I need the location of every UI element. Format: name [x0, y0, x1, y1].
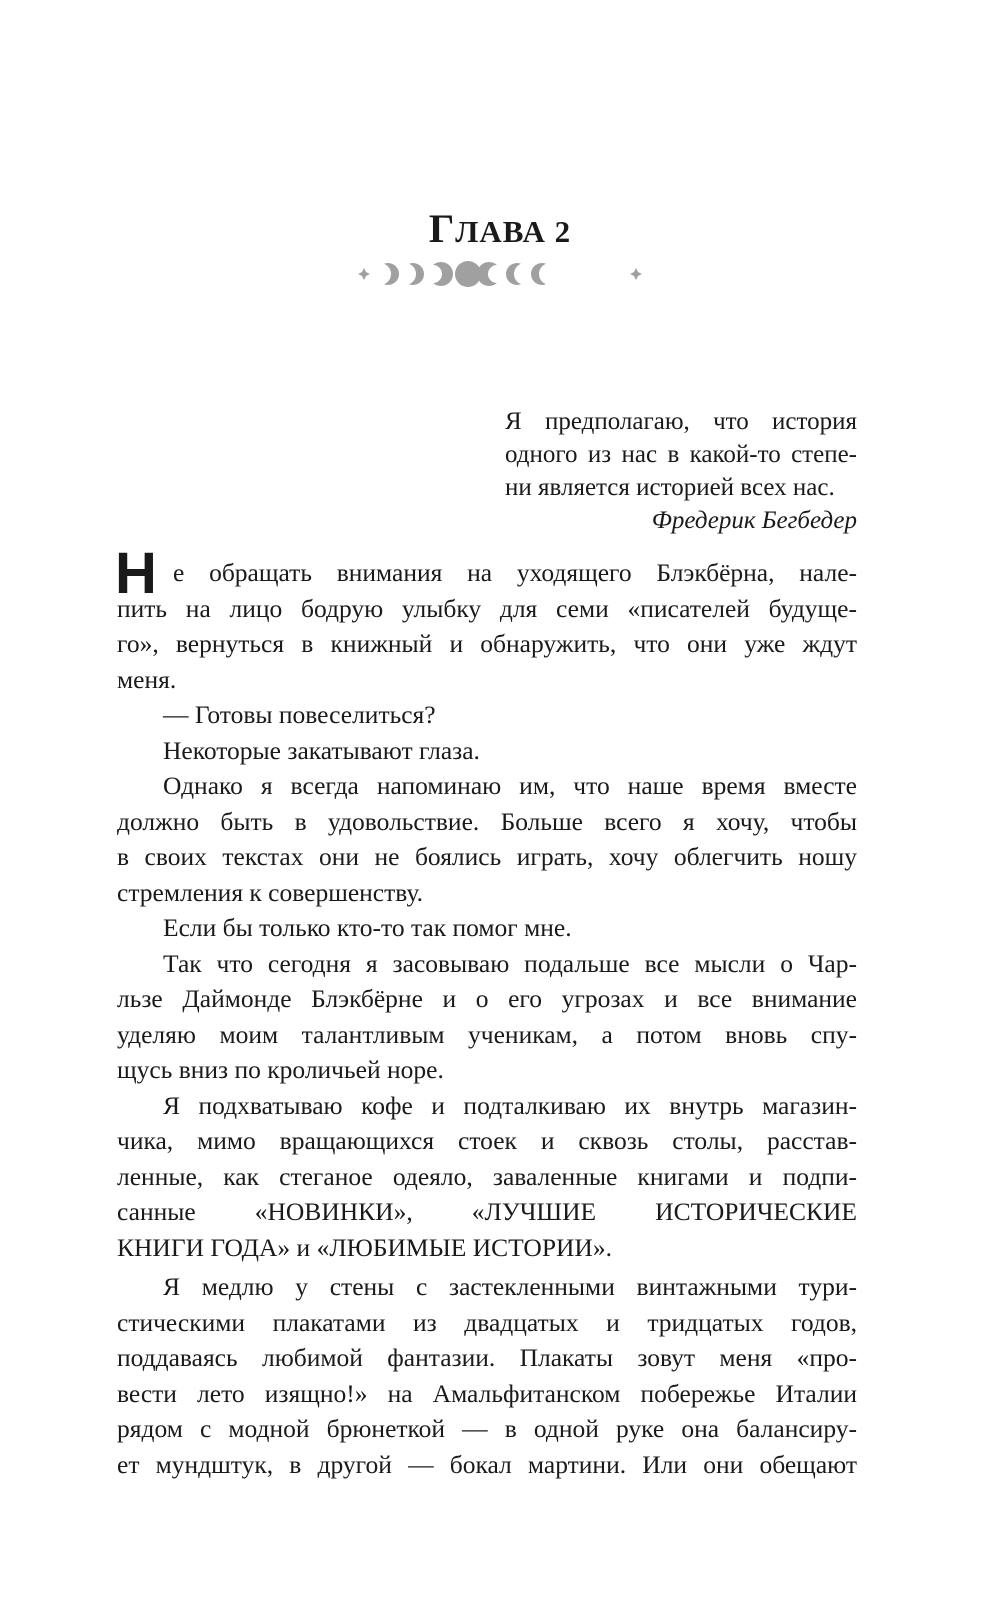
body-line: ленные, как стеганое одеяло, заваленные книгами и подпи- — [117, 1161, 857, 1191]
body-line: Если бы только кто-то так помог мне. — [163, 913, 572, 942]
body-line: Однако я всегда напоминаю им, что наше время вместе — [163, 771, 857, 800]
body-line: вести лето изящно!» на Амальфитанском побережье Италии — [117, 1378, 857, 1408]
epigraph-author: Фредерик Бегбедер — [651, 507, 857, 534]
body-line: уделяю моим талантливым ученикам, а потом вновь спу- — [117, 1019, 857, 1049]
body-line: КНИГИ ГОДА» и «ЛЮБИМЫЕ ИСТОРИИ». — [117, 1232, 612, 1262]
body-line: меня. — [117, 664, 177, 694]
moon-phases-ornament-icon — [350, 254, 650, 294]
chapter-title-initial: Г — [428, 205, 456, 251]
body-line: — Готовы повеселиться? — [163, 700, 436, 729]
body-line: чика, мимо вращающихся стоек и сквозь столы, расстав- — [117, 1126, 857, 1155]
body-line: Я медлю у стены с застекленными винтажными тури- — [163, 1272, 857, 1301]
body-line: должно быть в удовольствие. Больше всего я хочу, чтобы — [117, 806, 857, 836]
body-line: стическими плакатами из двадцатых и тридцатых годов, — [117, 1307, 857, 1337]
body-line: в своих текстах они не боялись играть, хочу облегчить ношу — [117, 842, 857, 871]
body-line: стремления к совершенству. — [117, 877, 424, 907]
body-line: поддаваясь любимой фантазии. Плакаты зовут меня «про- — [117, 1343, 857, 1372]
body-line-text: е обращать внимания на уходящего Блэкбёрна, нале- — [173, 558, 857, 587]
body-line: рядом с модной брюнеткой — в одной руке она балансиру- — [117, 1414, 857, 1443]
drop-cap: Н — [115, 541, 157, 606]
body-line: санные «НОВИНКИ», «ЛУЧШИЕ ИСТОРИЧЕСКИЕ — [117, 1197, 857, 1226]
epigraph-line: Я предполагаю, что история — [505, 408, 857, 435]
chapter-body — [115, 541, 857, 1482]
body-line: пить на лицо бодрую улыбку для семи «писателей будуще- — [117, 593, 857, 623]
chapter-title — [0, 205, 1000, 252]
body-line: щусь вниз по кроличьей норе. — [117, 1055, 444, 1084]
chapter-title-rest: ЛАВА 2 — [455, 213, 572, 249]
epigraph-line: одного из нас в какой-то степе- — [505, 441, 857, 468]
epigraph — [505, 405, 857, 537]
body-line: Я подхватываю кофе и подталкиваю их внутрь магазин- — [163, 1090, 857, 1120]
body-line: ет мундштук, в другой — бокал мартини. Или они обещают — [117, 1449, 857, 1479]
body-line: Некоторые закатывают глаза. — [163, 735, 480, 765]
body-line-first — [115, 541, 857, 606]
body-line: го», вернуться в книжный и обнаружить, что они уже ждут — [117, 629, 857, 658]
body-line: льзе Даймонде Блэкбёрне и о его угрозах и все внимание — [117, 984, 857, 1013]
body-line: Так что сегодня я засовываю подальше все мысли о Чар- — [163, 948, 857, 978]
epigraph-line: ни является историей всех нас. — [505, 474, 835, 501]
